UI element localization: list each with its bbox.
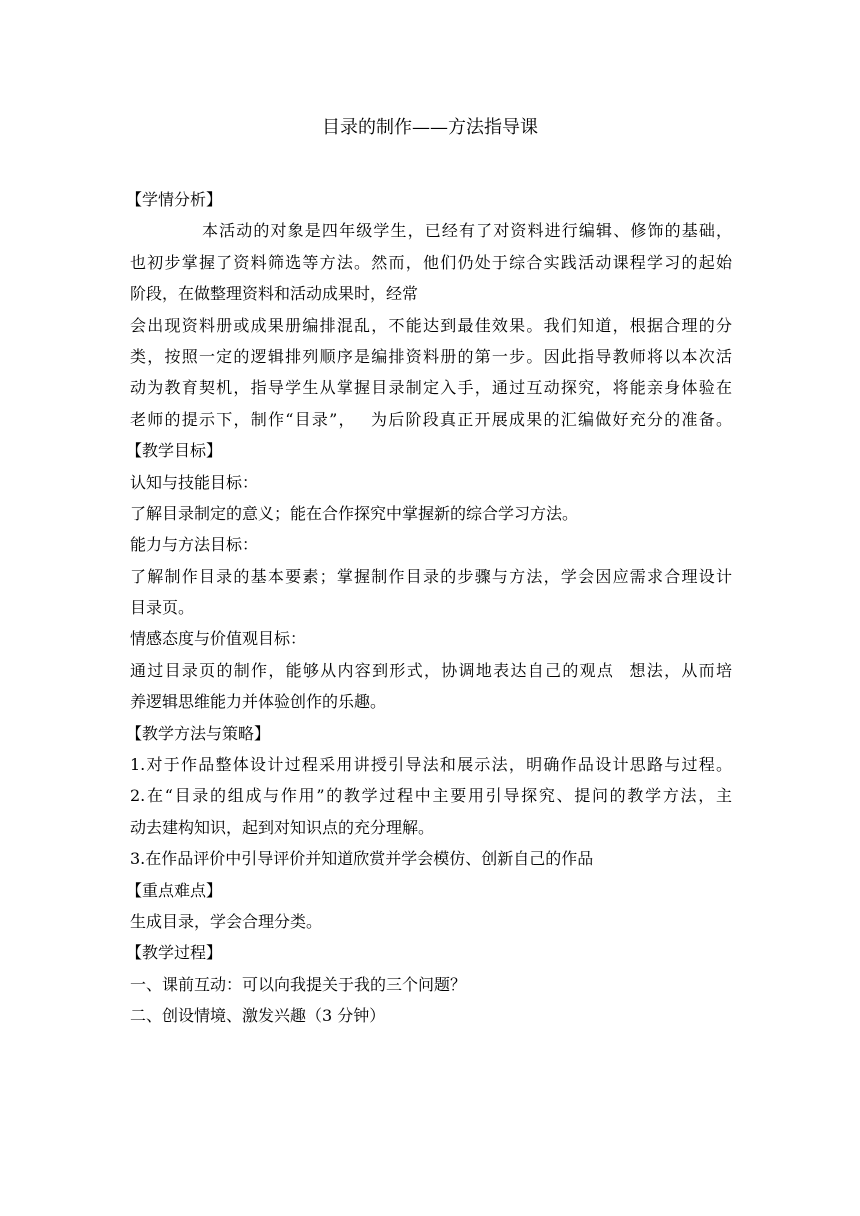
goal-label-ability: 能力与方法目标： (130, 535, 259, 555)
goal-text-cognitive: 了解目录制定的意义；能在合作探究中掌握新的综合学习方法。 (130, 503, 579, 523)
paragraph-line: 类，按照一定的逻辑排列顺序是编排资料册的第一步。因此指导教师将以本次活 (130, 346, 732, 366)
paragraph-line: 动为教育契机，指导学生从掌握目录制定入手，通过互动探究，将能亲身体验在 (130, 378, 732, 398)
goal-text-emotion: 养逻辑思维能力并体验创作的乐趣。 (130, 692, 387, 712)
goal-label-cognitive: 认知与技能目标： (130, 472, 259, 492)
paragraph-line: 阶段，在做整理资料和活动成果时，经常 (130, 284, 419, 304)
paragraph-line: 也初步掌握了资料筛选等方法。然而，他们仍处于综合实践活动课程学习的起始 (130, 252, 732, 272)
method-item: 2.在“目录的组成与作用”的教学过程中主要用引导探究、提问的教学方法，主 (130, 786, 732, 806)
method-item: 1.对于作品整体设计过程采用讲授引导法和展示法，明确作品设计思路与过程。 (130, 755, 732, 775)
paragraph-fragment: 老师的提示下，制作“目录”， (130, 409, 356, 429)
document-title: 目录的制作——方法指导课 (322, 117, 538, 138)
goal-text-ability: 目录页。 (130, 598, 195, 618)
goal-label-emotion: 情感态度与价值观目标： (130, 629, 307, 649)
section-heading-methods: 【教学方法与策略】 (126, 723, 271, 743)
method-item: 动去建构知识，起到对知识点的充分理解。 (130, 817, 435, 837)
paragraph-fragment: 通过目录页的制作，能够从内容到形式，协调地表达自己的观点 (130, 660, 615, 680)
document-body (126, 184, 732, 1032)
paragraph-line: 本活动的对象是四年级学生，已经有了对资料进行编辑、修饰的基础， (202, 221, 732, 241)
section-heading-process: 【教学过程】 (126, 943, 223, 963)
paragraph-fragment: 为后阶段真正开展成果的汇编做好充分的准备。 (369, 409, 732, 429)
section-heading-keypoints: 【重点难点】 (126, 880, 223, 900)
goal-text-emotion (130, 655, 732, 686)
section-heading-analysis: 【学情分析】 (126, 190, 223, 209)
process-step: 一、课前互动：可以向我提关于我的三个问题？ (130, 974, 467, 994)
process-step: 二、创设情境、激发兴趣（3 分钟） (130, 1006, 386, 1026)
paragraph-fragment: 想法，从而培 (628, 660, 732, 680)
goal-text-ability: 了解制作目录的基本要素；掌握制作目录的步骤与方法，学会因应需求合理设计 (130, 566, 732, 586)
method-item: 3.在作品评价中引导评价并知道欣赏并学会模仿、创新自己的作品 (130, 849, 594, 869)
paragraph-line (130, 404, 732, 435)
paragraph-line: 会出现资料册或成果册编排混乱，不能达到最佳效果。我们知道，根据合理的分 (130, 315, 732, 335)
keypoints-text: 生成目录，学会合理分类。 (130, 911, 323, 931)
section-heading-goals: 【教学目标】 (126, 441, 223, 461)
